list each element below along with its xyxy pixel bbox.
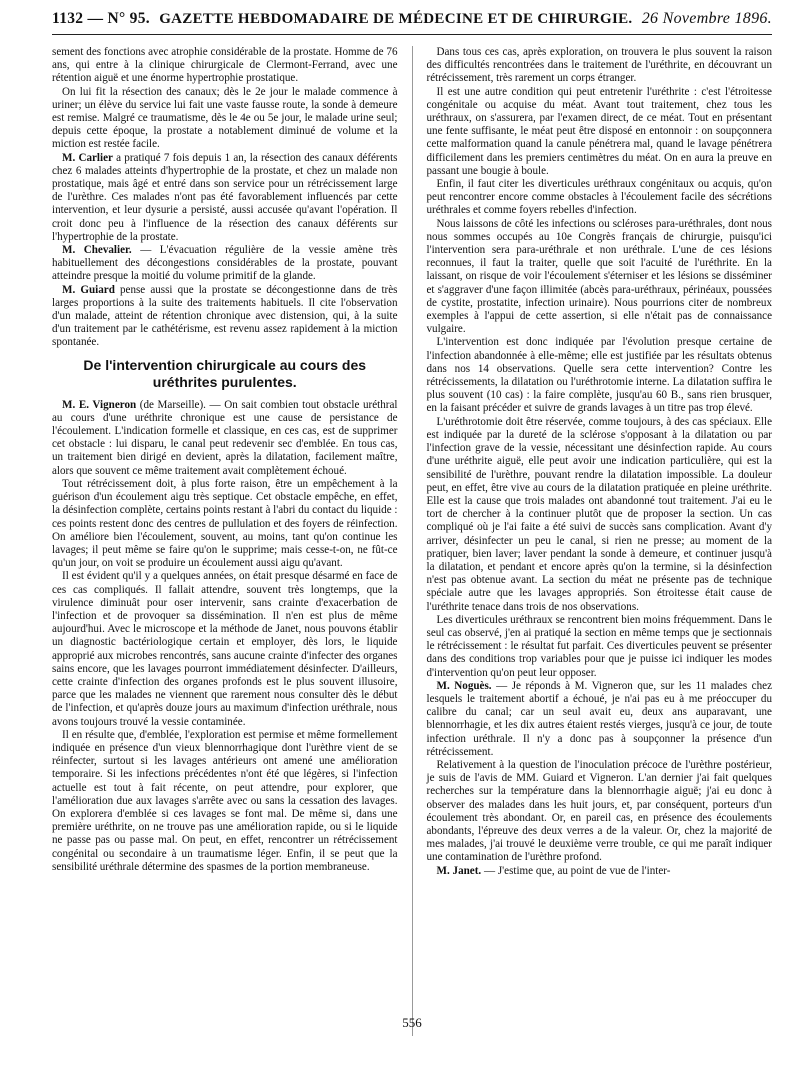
two-column-body [52,46,772,1036]
journal-page [52,10,772,1065]
page-footer-number: 556 [402,1015,422,1030]
paragraph: Nous laissons de côté les infections ou scléroses para-uréthrales, dont nous nous sommes occupés au 10e Congrès français de chirurgie, puisqu'ici l'intervention sera para-uréthrale et non uréthrale. L'une de ces lésions reconnues, il faut la traiter, quelle que soit l'acuité de l'uréthrite. En la laissant, on risque de voir l'écoulement s'éterniser et les lésions se disséminer et s'aggraver d'une façon illimitée (abcès para-uréthraux, périnéaux, poussées de cystite, prostatite, infection urinaire). Nous pourrions citer de nombreux exemples à l'appui de cette assertion, si elle n'était pas de connaissance vulgaire. [426,217,772,336]
paragraph [52,284,398,350]
paragraph: Enfin, il faut citer les diverticules uréthraux congénitaux ou acquis, qu'on peut rencontrer encore comme obstacles à l'écoulement facile des sécrétions uréthrales et comme foyers rebelles d'infection. [426,178,772,217]
speaker-name: M. Noguès. [436,679,492,692]
page-header [52,10,772,35]
paragraph: On lui fit la résection des canaux; dès le 2e jour le malade commence à uriner; un élève du service lui fait une vaste fausse route, la sonde à demeure est remise. Malgré ce traumatisme, dès le 4e ou 5e jour, le malade urine seul; depuis cette époque, la prostate a notablement diminué de volume et la miction est restée facile. [52,85,398,151]
speaker-name: M. Carlier [62,151,113,164]
paragraph-text: — J'estime que, au point de vue de l'inter- [481,864,671,877]
page-and-issue-number: 1132 — N° 95. [52,10,150,27]
paragraph-text: pense aussi que la prostate se décongestionne dans de très larges proportions à la suite des traitements habituels. Il cite l'observation d'un malade, atteint de rétention chronique avec distension, qui, à la suite d'un traitement par le cathétérisme, est revenu assez rapidement à la miction spontanée. [52,283,398,349]
paragraph [52,399,398,478]
right-column [412,46,773,1036]
paragraph: Dans tous ces cas, après exploration, on trouvera le plus souvent la raison des difficultés rencontrées dans le traitement de l'uréthrite, en découvrant un rétrécissement, très rarement un corps étranger. [426,46,772,85]
paragraph: L'uréthrotomie doit être réservée, comme toujours, à des cas spéciaux. Elle est indiquée par la dureté de la sclérose s'opposant à la dilatation ou par l'infection grave de la vessie, nécessitant une désinfection rapide. Au cours d'une uréthrite aiguë, elle peut avoir une indication particulière, qui est la sensibilité de l'urèthre, pouvant rendre la dilatation impossible. La douleur peut, en effet, être vive au cours de la dilatation pratiquée en pleine uréthrite. Elle est la cause que trois malades ont abandonné tout traitement. J'ai eu le tort de chercher à la continuer plutôt que de proposer la section. Un cas compliqué où je l'ai faite a été suivi de succès sans complication. Avant d'y arriver, désinfecter un peu le canal, si rien ne presse; au moment de la pratiquer, bien laver; laver pendant la sonde à demeure, et continuer jusqu'à la dilatation, et pendant et encore après qu'on la termine, si la désinfection n'est pas obtenue avant. La section du méat ne présente pas de technique spéciale autre que les lavages appropriés. Son étroitesse était cause de l'uréthrite tenace dans trois de nos observations. [426,415,772,613]
paragraph [427,865,773,878]
journal-title: GAZETTE HEBDOMADAIRE DE MÉDECINE ET DE CHIRURGIE. [159,11,633,27]
paragraph-text: — Je réponds à M. Vigneron que, sur les 11 malades chez lesquels le traitement abortif a échoué, je n'ai pas eu à me préoccuper du calibre du canal; car un seul avait eu, deux ans auparavant, une blennorrhagie, et les dix autres étaient restés vierges, jusqu'à ce jour, de toute infection uréthrale. Il n'y a donc pas à soupçonner la présence d'un rétrécissement. [426,679,772,758]
paragraph [52,152,398,244]
paragraph: Il est une autre condition qui peut entretenir l'uréthrite : c'est l'étroitesse congénitale ou acquise du méat. Avant tout traitement, chez tous les uréthraux, on s'assurera, par l'examen direct, de ce méat. Tout en présentant une fente suffisante, le méat peut être disposé en entonnoir : on soupçonnera cette malformation quand la canule pénétrera mal, quand le lavage pénétrera difficilement dans les premiers centimètres du méat. On en aura la preuve en passant une bougie à boule. [426,85,772,177]
speaker-name: M. Janet. [436,864,482,877]
issue-date: 26 Novembre 1896. [641,10,772,27]
paragraph-text: — L'évacuation régulière de la vessie amène très habituellement des décongestions considérables de la prostate, pouvant atteindre presque la moitié du volume primitif de la glande. [52,244,398,283]
paragraph-text: (de Marseille). — On sait combien tout obstacle uréthral au cours d'une uréthrite chronique est une cause de persistance de l'écoulement. L'indication formelle et classique, en ces cas, est de supprimer cet obstacle : lui disparu, le canal peut redevenir sec d'emblée. En tous cas, un traitement bien dirigé en devient, après la dilatation, facilement maître, alors que souvent ce même traitement avait complètement échoué. [52,398,398,477]
paragraph: L'intervention est donc indiquée par l'évolution presque certaine de l'infection abandonnée à elle-même; elle est justifiée par les résultats obtenus dans nos 14 observations. Quelle sera cette intervention? Contre les rétrécissements, la dilatation ou l'uréthrotomie interne. La dilatation suffira le plus souvent (10 cas) : la faire complète, jusqu'au 60 B., sans rien brusquer, en la faisant précéder et suivre de grands lavages à un titre pas trop élevé. [426,336,772,415]
paragraph: Relativement à la question de l'inoculation précoce de l'urèthre postérieur, je suis de l'avis de MM. Guiard et Vigneron. L'an dernier j'ai fait quelques recherches sur la température dans la blennorrhagie aiguë; j'ai eu donc à observer des malades dans les huit jours, et, par conséquent, porteurs d'un écoulement très abondant. Or, en pareil cas, en présence des écoulements abondants, l'épreuve des deux verres a de la valeur. Or, chez la majorité de mes malades, j'ai trouvé le deuxième verre trouble, ce qui me paraît indiquer une contamination de l'urèthre profond. [426,758,772,864]
section-heading: De l'intervention chirurgicale au cours des uréthrites purulentes. [83,356,367,390]
speaker-name: M. E. Vigneron [62,398,137,411]
speaker-name: M. Guiard [62,283,115,296]
paragraph: sement des fonctions avec atrophie considérable de la prostate. Homme de 76 ans, qui entre à la clinique chirurgicale de Clermont-Ferrand, avec une rétention aiguë et une énorme hypertrophie prostatique. [52,46,398,85]
paragraph: Tout rétrécissement doit, à plus forte raison, être un empêchement à la guérison d'un écoulement aigu très septique. Cet obstacle empêche, en effet, la désinfection complète, certains points restant à l'abri du contact du liquide : ces points restent donc des centres de pullulation et des foyers de réinfection. On améliore bien l'écoulement, souvent, au moins, tant qu'on continue les lavages; il peut même se faire qu'on le supprime; mais cesse-t-on, ne fût-ce qu'un jour, on voit se produire un écoulement aussi aigu qu'avant. [52,477,398,570]
paragraph: Il est évident qu'il y a quelques années, on était presque désarmé en face de ces cas compliqués. Il fallait attendre, souvent très longtemps, que la virulence diminuât pour oser intervenir, sans crainte d'exacerbation de l'infection et de provoquer sa dissémination. Il n'en est plus de même aujourd'hui. Avec le microscope et la méthode de Janet, nous pouvons établir un diagnostic bactériologique certain et employer, dès lors, le liquide approprié aux microbes rencontrés, sans aucune crainte d'infecter des organes sains encore, que les lavages pourront immédiatement désinfecter. D'ailleurs, cette crainte d'infection des organes profonds est le plus souvent illusoire, parce que les malades ne viennent que rarement nous consulter dès le début de l'infection, et qu'après douze jours au maximum d'infection uréthrale, nous avons toujours trouvé la vessie contaminée. [52,570,398,728]
paragraph-text: a pratiqué 7 fois depuis 1 an, la résection des canaux déférents chez 6 malades atteints d'hypertrophie de la prostate, et chez un malade non prostatique, mais âgé et entré dans son service pour un rétrécissement large de l'urèthre. Ces malades n'ont pas été favorablement influencés par cette intervention, et leur dysurie a persisté, aussi accusée qu'avant l'opération. Il croit donc peu à l'influence de la résection des canaux déférents sur l'hypertrophie de la prostate. [52,151,398,243]
paragraph: Les diverticules uréthraux se rencontrent bien moins fréquemment. Dans le seul cas observé, j'en ai pratiqué la section en même temps que je sectionnais le rétrécissement : le résultat fut parfait. Ces diverticules peuvent se présenter dans des conditions trop variables pour que je puisse ici indiquer les modes d'intervention qu'on peut leur opposer. [426,613,772,679]
paragraph: Il en résulte que, d'emblée, l'exploration est permise et même formellement indiquée en présence d'un vieux blennorrhagique dont l'urèthre vient de se réinfecter, surtout si les lavages antérieurs ont amené une amélioration temporaire. Si les infections précédentes n'ont été que légères, si l'infection actuelle est tout à fait récente, on peut attendre, pour explorer, que l'amélioration due aux lavages s'arrête avec ou sans la cessation des lavages. On explorera d'emblée si ces lavages se font mal. De même si, dans une première uréthrite, on ne trouve pas une amélioration rapide, ou si le liquide ne passe pas ou passe mal. On peut, en effet, rencontrer un rétrécissement congénital ou secondaire à un traumatisme léger. Enfin, il se peut que la sensibilité uréthrale détermine des spasmes de la portion membraneuse. [52,728,398,873]
left-column [52,46,412,1036]
paragraph [427,680,773,759]
speaker-name: M. Chevalier. [62,244,132,257]
paragraph [52,244,398,284]
